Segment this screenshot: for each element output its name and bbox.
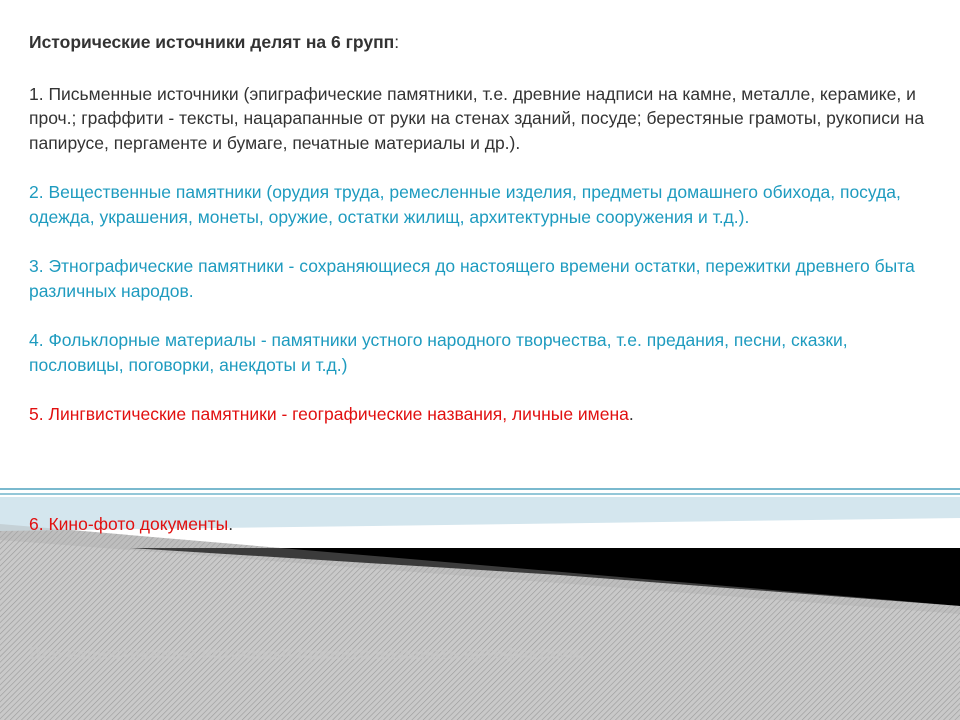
group-item-material-monuments: 2. Вещественные памятники (орудия труда, ремесленные изделия, предметы домашнего обихода, посуда, одежда, украшения, монеты, оружие, остатки жилищ, архитектурные сооружения и т.д.). xyxy=(29,182,901,227)
slide-title xyxy=(29,30,939,55)
group-item-linguistic-period: . xyxy=(628,404,634,424)
group-item-film-photo-period: . xyxy=(228,514,234,534)
group-item-linguistic-monuments xyxy=(29,402,939,427)
group-item-written-sources: 1. Письменные источники (эпиграфические памятники, т.е. древние надписи на камне, металле, керамике, и проч.; граффити - тексты, нацарапанные от руки на стенах зданий, посуде; берестяные грамоты, рукописи на папирусе, пергаменте и бумаге, печатные материалы и др.). xyxy=(29,83,925,153)
slide-title-text: Исторические источники делят на 6 групп xyxy=(29,32,395,52)
group-item-linguistic-text: 5. Лингвистические памятники - географические названия, личные имена xyxy=(29,404,629,424)
group-item-film-photo-documents xyxy=(29,512,233,537)
slide-content xyxy=(29,30,939,452)
group-item-folklore-materials: 4. Фольклорные материалы - памятники устного народного творчества, т.е. предания, песни, сказки, пословицы, поговорки, анекдоты и т.д.) xyxy=(29,330,848,375)
artifacts-note: Все вещественные источники принято называть артефактами. xyxy=(29,643,585,663)
group-item-film-photo-text: 6. Кино-фото документы xyxy=(29,514,229,534)
slide-title-colon: : xyxy=(394,32,400,52)
group-item-ethnographic-monuments: 3. Этнографические памятники - сохраняющиеся до настоящего времени остатки, пережитки древнего быта различных народов. xyxy=(29,256,915,301)
